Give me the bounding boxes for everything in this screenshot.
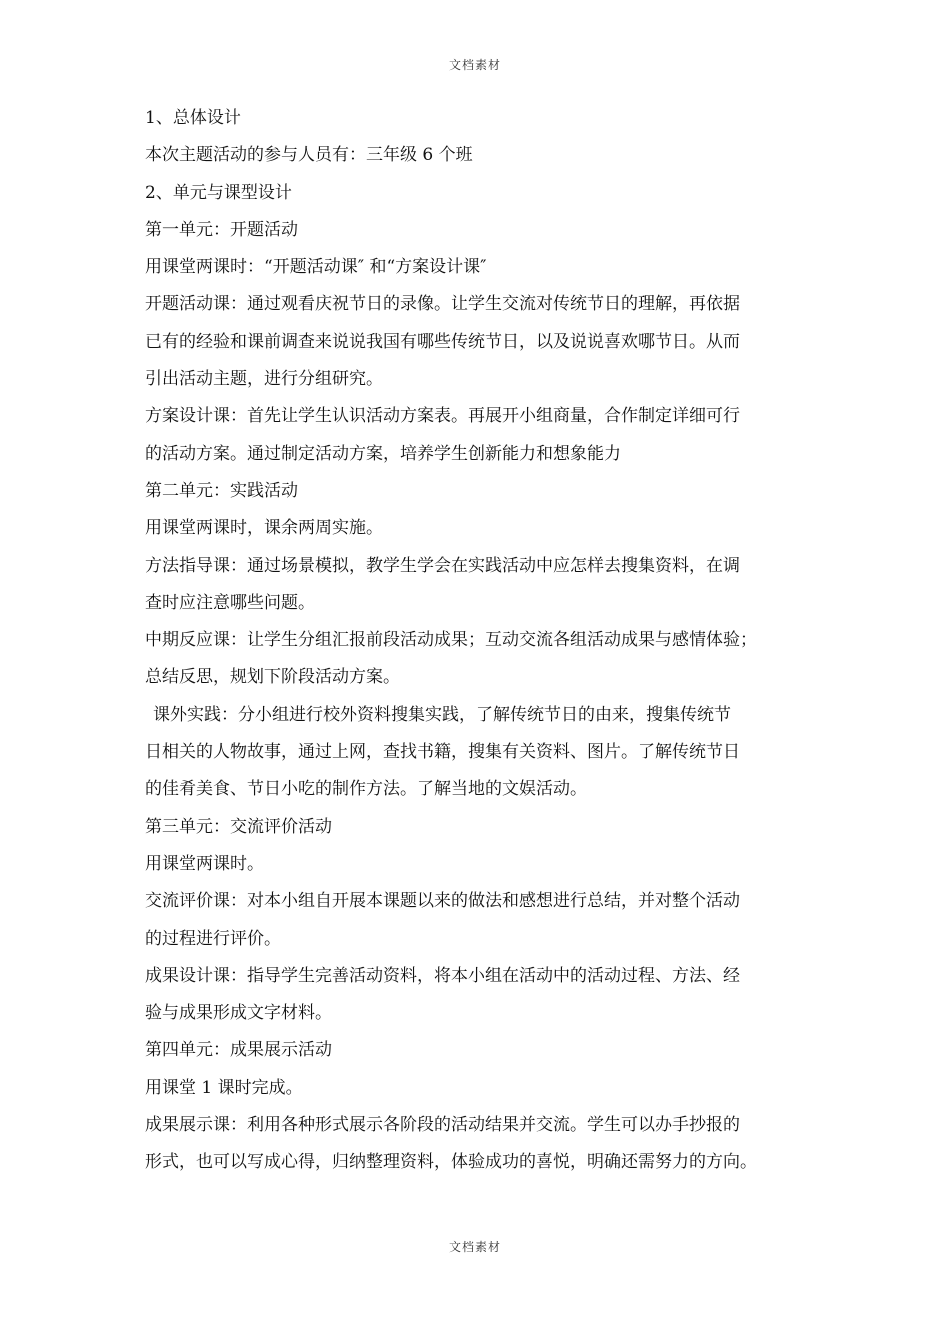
- text-line: 用课堂两课时，课余两周实施。: [145, 518, 383, 539]
- document-body: [145, 100, 817, 1182]
- text-line: 方法指导课：通过场景模拟，教学生学会在实践活动中应怎样去搜集资料，在调: [145, 555, 740, 576]
- text-line: 引出活动主题，进行分组研究。: [145, 369, 383, 390]
- text-line: 成果展示课：利用各种形式展示各阶段的活动结果并交流。学生可以办手抄报的: [145, 1115, 740, 1136]
- text-line: 交流评价课：对本小组自开展本课题以来的做法和感想进行总结，并对整个活动: [145, 891, 740, 912]
- text-line: 形式，也可以写成心得，归纳整理资料，体验成功的喜悦，明确还需努力的方向。: [145, 1152, 757, 1173]
- text-line: 验与成果形成文字材料。: [145, 1003, 332, 1024]
- text-line: 总结反思，规划下阶段活动方案。: [145, 667, 400, 688]
- page-footer: 文档素材: [448, 1240, 501, 1254]
- unit-heading-3: 第三单元：交流评价活动: [145, 816, 332, 837]
- unit-heading-1: 第一单元：开题活动: [145, 219, 298, 240]
- text-line: 中期反应课：让学生分组汇报前段活动成果；互动交流各组活动成果与感情体验；: [145, 630, 757, 651]
- text-line: 查时应注意哪些问题。: [145, 592, 315, 613]
- text-line: 用课堂两课时。: [145, 853, 264, 874]
- text-line: 日相关的人物故事，通过上网，查找书籍，搜集有关资料、图片。了解传统节日: [145, 742, 740, 763]
- text-line: 课外实践：分小组进行校外资料搜集实践，了解传统节日的由来，搜集传统节: [153, 704, 731, 725]
- page-header: 文档素材: [448, 58, 501, 72]
- text-line: 的佳肴美食、节日小吃的制作方法。了解当地的文娱活动。: [145, 779, 587, 800]
- text-line: 已有的经验和课前调查来说说我国有哪些传统节日，以及说说喜欢哪节日。从而: [145, 331, 740, 352]
- text-line: 用课堂 1 课时完成。: [145, 1077, 303, 1098]
- text-line: 的过程进行评价。: [145, 928, 281, 949]
- section-heading-overall-design: 1、总体设计: [145, 108, 241, 128]
- text-line: 成果设计课：指导学生完善活动资料，将本小组在活动中的活动过程、方法、经: [145, 965, 740, 986]
- unit-heading-4: 第四单元：成果展示活动: [145, 1040, 332, 1061]
- text-line: 的活动方案。通过制定活动方案，培养学生创新能力和想象能力: [145, 443, 621, 464]
- text-line: 方案设计课：首先让学生认识活动方案表。再展开小组商量，合作制定详细可行: [145, 406, 740, 427]
- text-line: 用课堂两课时：“开题活动课″ 和“方案设计课″: [145, 257, 487, 278]
- unit-heading-2: 第二单元：实践活动: [145, 480, 298, 501]
- text-line: 开题活动课：通过观看庆祝节日的录像。让学生交流对传统节日的理解，再依据: [145, 294, 740, 315]
- section-heading-unit-design: 2、单元与课型设计: [145, 182, 292, 203]
- text-line: 本次主题活动的参与人员有：三年级 6 个班: [145, 145, 473, 166]
